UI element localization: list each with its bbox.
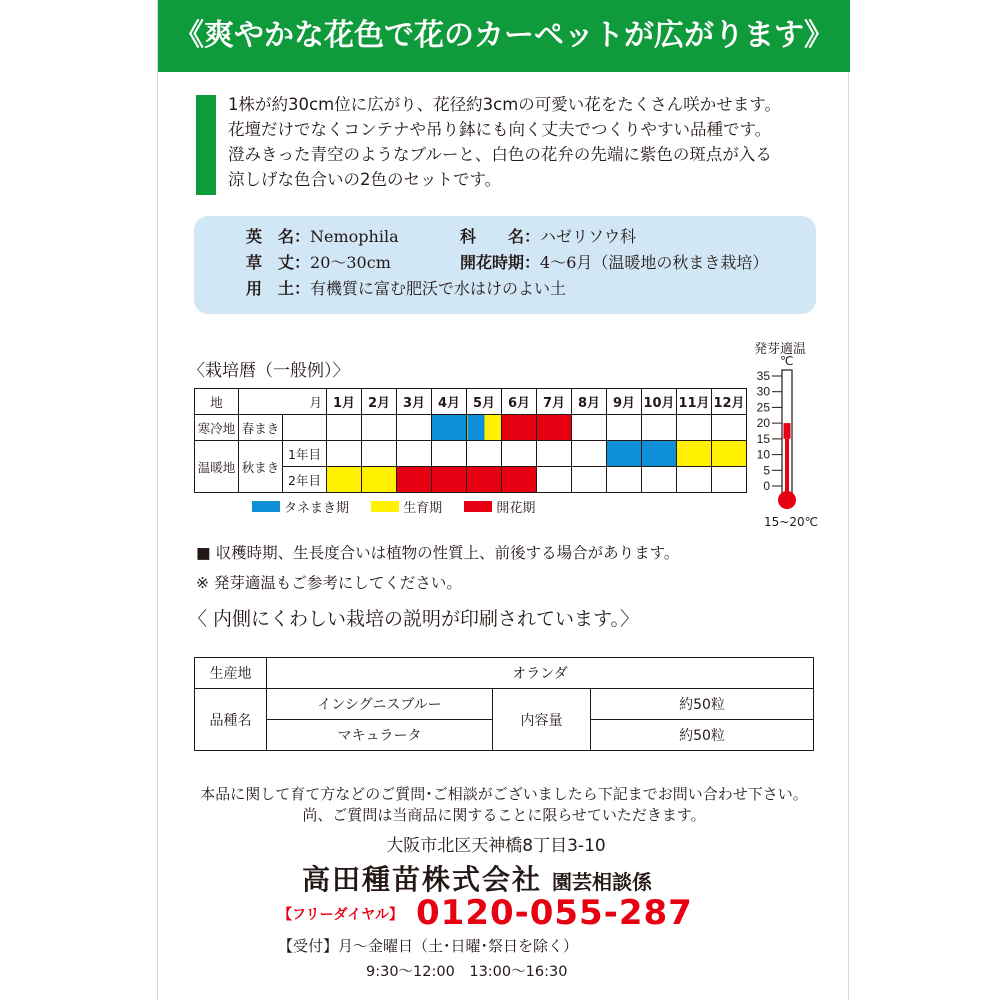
calendar-cell [677, 441, 712, 467]
warm-region-label: 温暖地 [195, 441, 239, 493]
free-dial-label: 【フリーダイヤル】 [278, 907, 404, 923]
english-name-row [246, 224, 399, 250]
calendar-cell [572, 441, 607, 467]
calendar-cell [432, 441, 467, 467]
product-spec-table [194, 657, 814, 751]
month-header: 9月 [607, 389, 642, 415]
calendar-cell [502, 415, 537, 441]
intro-line: 涼しげな色合いの2色のセットです。 [228, 170, 502, 189]
contact-line-1: 本品に関して育て方などのご質問･ご相談がございましたら下記までお問い合わせ下さい。 [200, 785, 808, 803]
phone-number[interactable]: 0120-055-287 [416, 893, 693, 933]
intro-line: 澄みきった青空のようなブルーと、白色の花弁の先端に紫色の斑点が入る [228, 145, 772, 164]
cultivation-calendar [194, 388, 747, 493]
calendar-cell [327, 415, 362, 441]
thermometer-tick-label: 20 [756, 416, 770, 431]
month-header: 11月 [677, 389, 712, 415]
month-header: 3月 [397, 389, 432, 415]
intro-line: 花壇だけでなくコンテナや吊り鉢にも向く丈夫でつくりやすい品種です。 [228, 120, 772, 139]
calendar-cell [537, 441, 572, 467]
calendar-row-cold-spring [195, 415, 747, 441]
calendar-cell [642, 415, 677, 441]
autumn-sowing-label: 秋まき [239, 441, 283, 493]
intro-line: 1株が約30cm位に広がり、花径約3cmの可愛い花をたくさん咲かせます。 [228, 95, 781, 114]
bloom-value: 4〜6月（温暖地の秋まき栽培） [540, 253, 769, 272]
corner-region: 地 [195, 389, 239, 415]
english-name-label: 英 名： [246, 227, 311, 246]
calendar-cell [712, 467, 747, 493]
soil-label: 用 土： [246, 279, 311, 298]
origin-label: 生産地 [195, 658, 267, 689]
calendar-cell [712, 415, 747, 441]
calendar-cell [362, 415, 397, 441]
month-header: 7月 [537, 389, 572, 415]
variety-label: 品種名 [195, 689, 267, 751]
calendar-cell [327, 467, 362, 493]
thermometer-tick-label: 0 [763, 479, 770, 493]
legend-swatch-grow [371, 501, 399, 512]
legend-bloom [464, 497, 535, 516]
thermometer-unit: ℃ [780, 354, 794, 368]
month-header: 8月 [572, 389, 607, 415]
content-label: 内容量 [493, 689, 591, 751]
temperature-note: ※ 発芽適温もご参考にしてください。 [196, 574, 462, 592]
calendar-spacer [283, 415, 327, 441]
height-row [246, 250, 391, 276]
plant-info-box [194, 216, 816, 314]
legend-bloom-label: 開花期 [496, 501, 536, 516]
calendar-cell [467, 415, 502, 441]
calendar-cell [572, 467, 607, 493]
company-name: 高田種苗株式会社 [302, 863, 543, 896]
company-address: 大阪市北区天神橋8丁目3-10 [386, 836, 606, 856]
spring-sowing-label: 春まき [239, 415, 283, 441]
english-name-value: Nemophila [310, 227, 399, 246]
calendar-cell [397, 441, 432, 467]
reception-hours: 9:30〜12:00 13:00〜16:30 [366, 964, 568, 980]
calendar-cell [362, 467, 397, 493]
calendar-cell [712, 441, 747, 467]
year2-label: 2年目 [283, 467, 327, 493]
company-department: 園芸相談係 [552, 870, 653, 894]
calendar-cell [572, 415, 607, 441]
intro-text [228, 92, 848, 192]
calendar-cell [502, 441, 537, 467]
thermometer-stem [785, 439, 789, 494]
legend-swatch-sow [252, 501, 280, 512]
calendar-cell [677, 415, 712, 441]
month-header: 10月 [642, 389, 677, 415]
spec-row-variety1 [195, 689, 814, 720]
calendar-cell [397, 415, 432, 441]
origin-value: オランダ [267, 658, 814, 689]
thermometer-tick-label: 25 [756, 400, 770, 415]
month-header: 5月 [467, 389, 502, 415]
inside-note: 〈 内側にくわしい栽培の説明が印刷されています。〉 [188, 608, 640, 630]
month-header: 1月 [327, 389, 362, 415]
calendar-row-warm-year1 [195, 441, 747, 467]
corner-empty [239, 389, 283, 415]
legend-swatch-bloom [464, 501, 492, 512]
contact-line-2: 尚、ご質問は当商品に関することに限らせていただきます。 [302, 806, 706, 824]
reception-days: 【受付】月〜金曜日（土･日曜･祭日を除く） [278, 937, 579, 955]
month-header: 2月 [362, 389, 397, 415]
thermometer-bulb [778, 491, 796, 509]
bloom-label: 開花時期： [460, 253, 541, 272]
thermometer-icon [748, 366, 808, 516]
soil-row [246, 276, 566, 302]
content-value-2: 約50粒 [591, 720, 814, 751]
thermometer-tick-label: 30 [756, 384, 770, 399]
calendar-cell [467, 441, 502, 467]
family-value: ハゼリソウ科 [540, 227, 637, 246]
headline-banner: 《爽やかな花色で花のカーペットが広がります》 [158, 0, 850, 72]
cold-region-label: 寒冷地 [195, 415, 239, 441]
calendar-cell [537, 467, 572, 493]
corner-month: 月 [283, 389, 327, 415]
month-header: 12月 [712, 389, 747, 415]
harvest-note: ■ 収穫時期、生長度合いは植物の性質上、前後する場合があります。 [196, 544, 680, 562]
variety-name-1: インシグニスブルー [267, 689, 493, 720]
calendar-cell [362, 441, 397, 467]
soil-value: 有機質に富む肥沃で水はけのよい土 [310, 279, 567, 298]
legend-grow [371, 497, 442, 516]
seed-packet-back [157, 0, 849, 1000]
legend-sow [252, 497, 349, 516]
family-row [460, 224, 636, 250]
legend-grow-label: 生育期 [403, 501, 443, 516]
calendar-cell [502, 467, 537, 493]
calendar-cell [432, 415, 467, 441]
legend-sow-label: タネまき期 [284, 501, 350, 516]
calendar-cell [607, 441, 642, 467]
thermometer-range-label: 15~20℃ [764, 515, 819, 529]
thermometer-tick-label: 35 [756, 369, 770, 383]
calendar-header-row [195, 389, 747, 415]
calendar-cell [642, 441, 677, 467]
height-value: 20〜30cm [310, 253, 391, 272]
thermometer-tick-label: 5 [763, 463, 770, 478]
bloom-row [460, 250, 768, 276]
content-value-1: 約50粒 [591, 689, 814, 720]
calendar-cell [467, 467, 502, 493]
spec-row-origin [195, 658, 814, 689]
calendar-cell [397, 467, 432, 493]
company-block [302, 858, 652, 898]
thermometer-tick-label: 15 [756, 431, 770, 446]
thermometer-title: 発芽適温 [754, 342, 807, 357]
calendar-cell [642, 467, 677, 493]
calendar-legend [252, 497, 553, 516]
thermometer-range-bar [784, 423, 791, 439]
month-header: 4月 [432, 389, 467, 415]
calendar-cell [537, 415, 572, 441]
year1-label: 1年目 [283, 441, 327, 467]
month-header: 6月 [502, 389, 537, 415]
calendar-cell [677, 467, 712, 493]
calendar-title: 〈栽培暦（一般例）〉 [188, 361, 350, 381]
calendar-cell [432, 467, 467, 493]
variety-name-2: マキュラータ [267, 720, 493, 751]
calendar-cell [607, 415, 642, 441]
intro-accent-bar [196, 95, 216, 195]
family-label: 科 名： [460, 227, 541, 246]
calendar-cell [607, 467, 642, 493]
height-label: 草 丈： [246, 253, 311, 272]
calendar-cell [327, 441, 362, 467]
thermometer-tick-label: 10 [756, 447, 770, 462]
